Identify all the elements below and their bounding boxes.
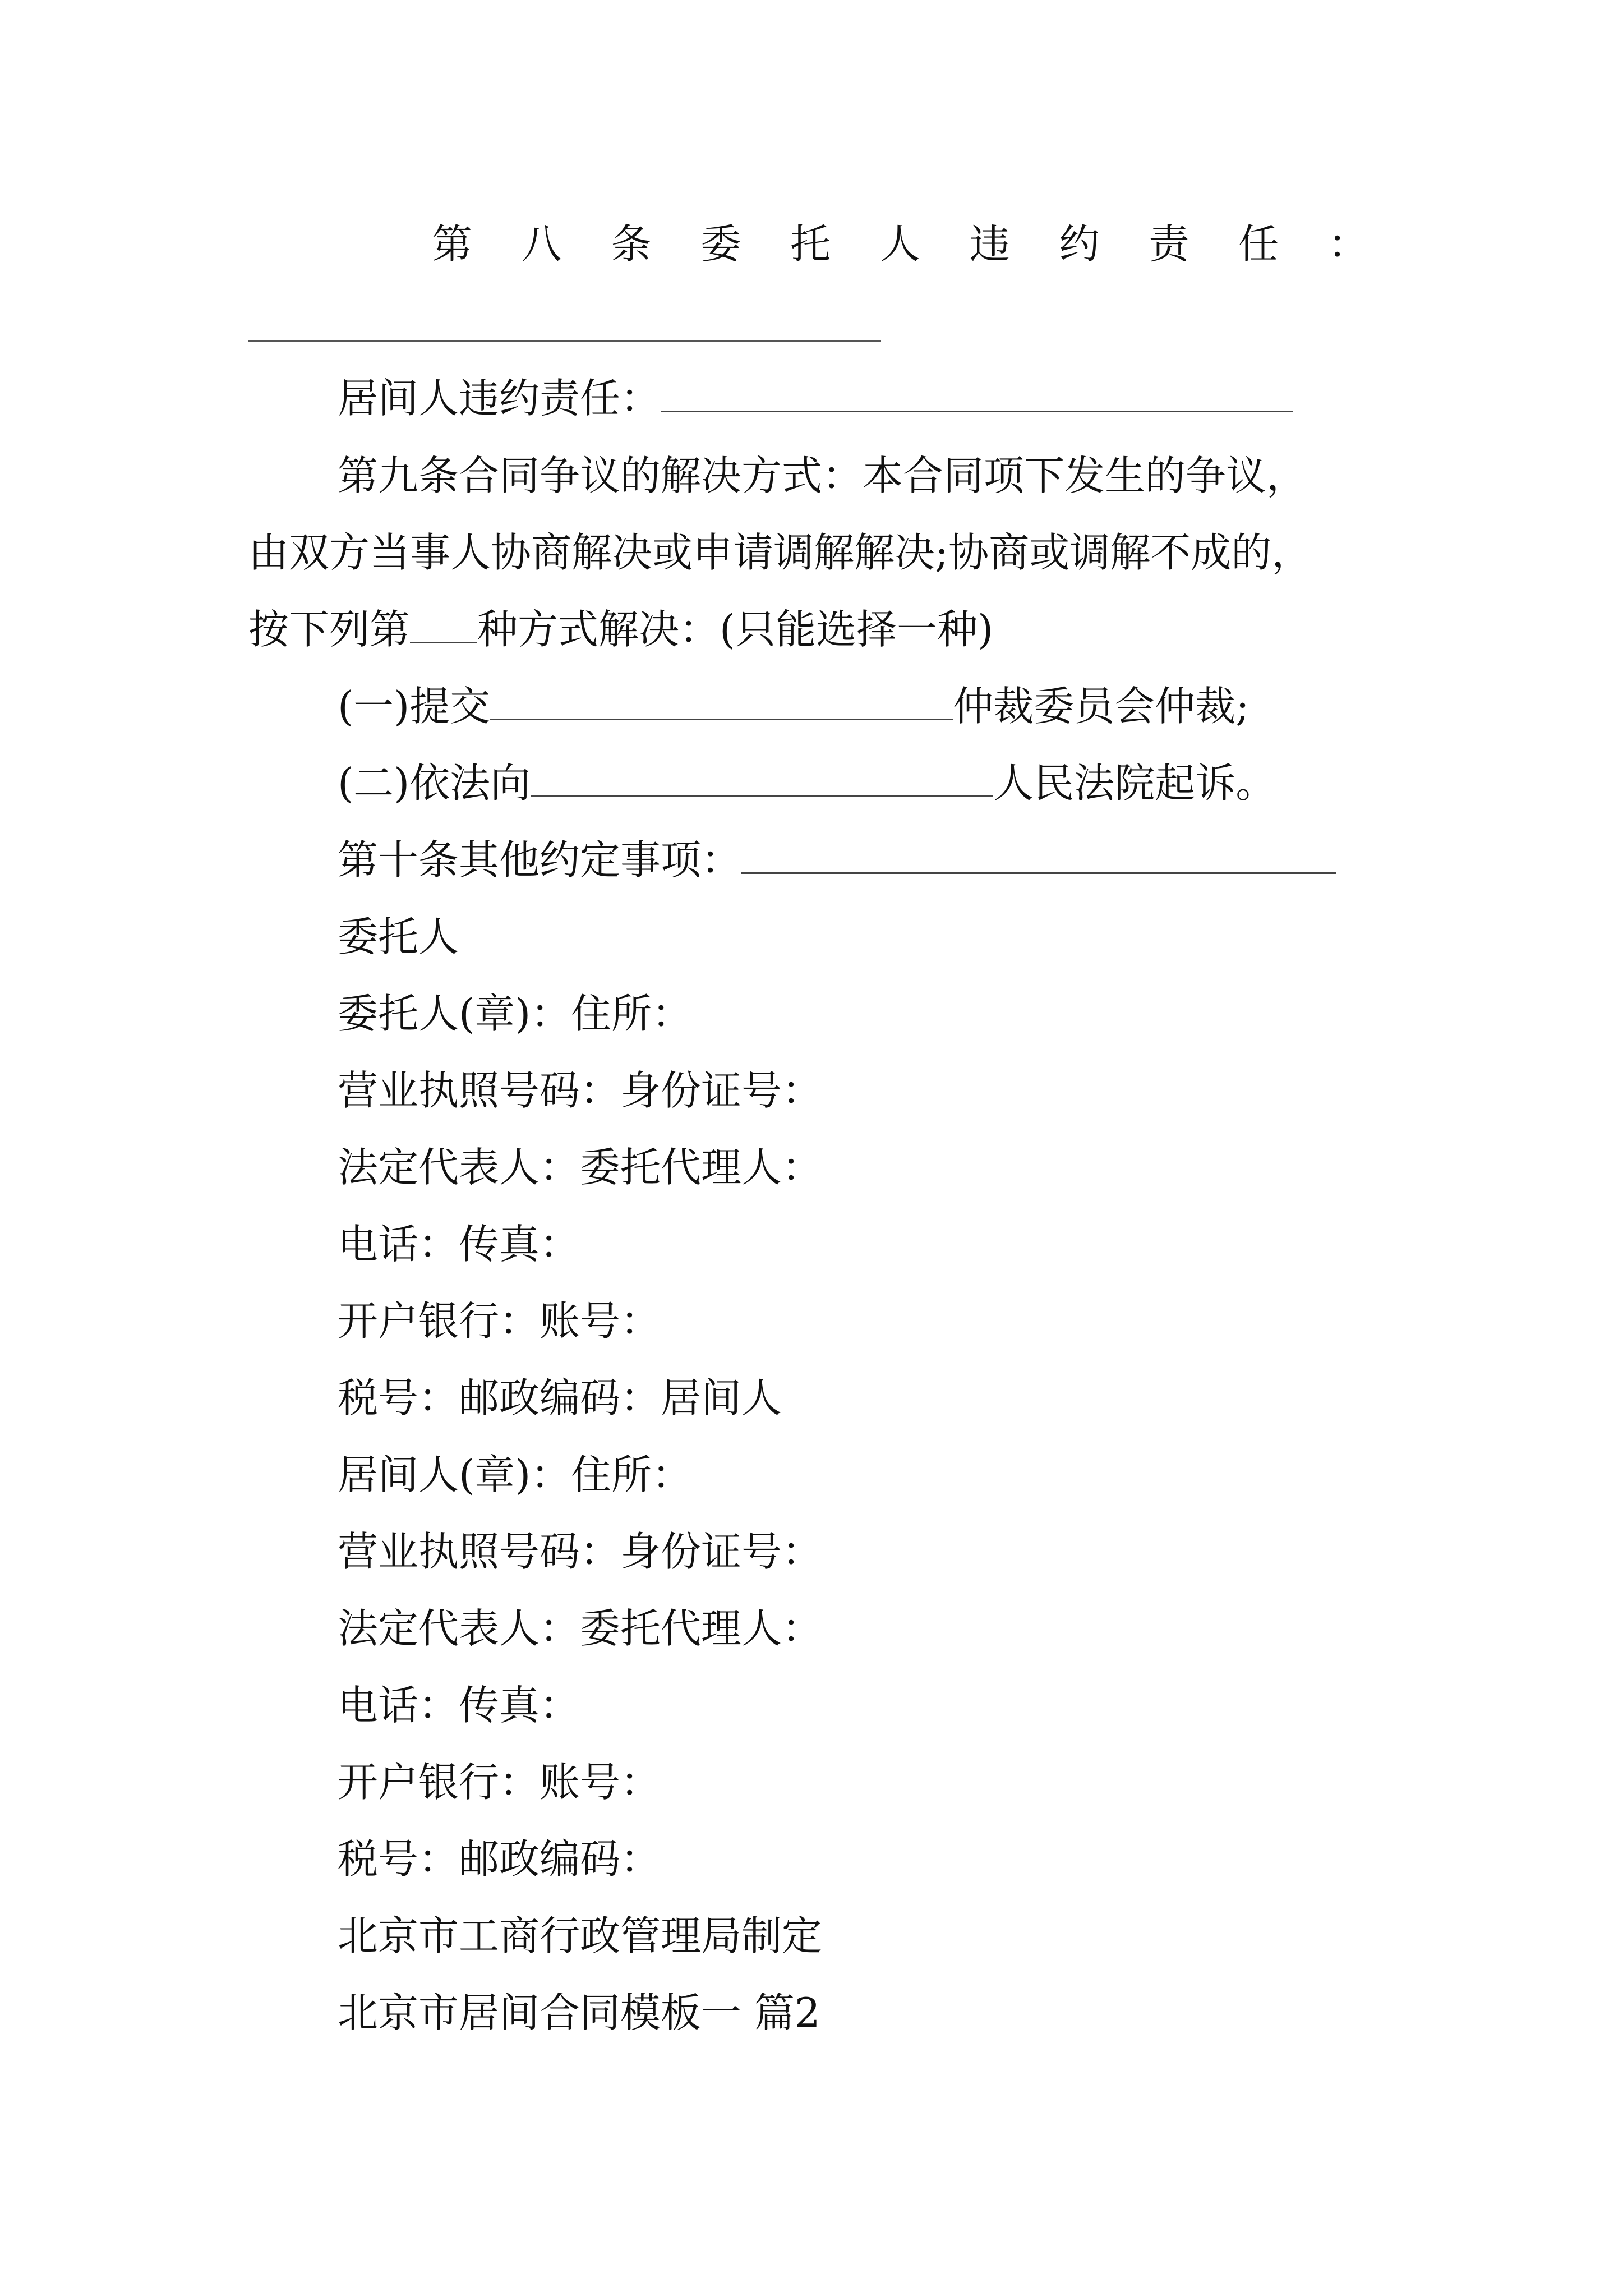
method-number-blank — [410, 601, 477, 643]
mediator-license-line: 营业执照号码：身份证号： — [338, 1528, 823, 1575]
next-section-title: 北京市居间合同模板一 篇2 — [338, 1989, 820, 2036]
mediator-breach-label: 居间人违约责任： — [338, 375, 661, 422]
principal-phone-line: 电话：传真： — [338, 1221, 580, 1268]
article8-char: 责 — [1149, 220, 1189, 268]
article8-char: 人 — [879, 220, 920, 268]
principal-tax-line: 税号：邮政编码：居间人 — [338, 1374, 782, 1421]
article8-char: 八 — [521, 220, 562, 268]
other-matters-blank — [741, 832, 1336, 874]
article10-line — [338, 832, 1336, 888]
article8-char: 条 — [611, 220, 652, 268]
article10-label: 第十条其他约定事项： — [338, 836, 742, 884]
mediator-breach-line — [338, 370, 1293, 426]
mediator-tax-line: 税号：邮政编码： — [338, 1835, 661, 1883]
option2-prefix: (二)依法向 — [338, 760, 531, 807]
option1-prefix: (一)提交 — [338, 683, 491, 730]
principal-bank-line: 开户银行：账号： — [338, 1297, 661, 1345]
article9-line-2: 由双方当事人协商解决或申请调解解决;协商或调解不成的， — [248, 529, 1312, 576]
article8-char: 第 — [432, 220, 473, 268]
principal-rep-line: 法定代表人：委托代理人： — [338, 1144, 823, 1191]
principal-license-line: 营业执照号码：身份证号： — [338, 1067, 823, 1114]
article9-line-3 — [248, 601, 993, 657]
article8-fill-blank — [248, 340, 881, 342]
mediator-rep-line: 法定代表人：委托代理人： — [338, 1605, 823, 1652]
option-1-line — [338, 678, 1249, 734]
issuer-line: 北京市工商行政管理局制定 — [338, 1912, 823, 1959]
option-2-line — [338, 755, 1276, 811]
option1-suffix: 仲裁委员会仲裁; — [953, 683, 1249, 730]
mediator-breach-blank — [661, 370, 1293, 412]
option2-suffix: 人民法院起诉。 — [993, 760, 1276, 807]
article8-char: 委 — [700, 220, 741, 268]
mediator-seal-line: 居间人(章)：住所： — [338, 1451, 693, 1498]
article8-char: ： — [1327, 220, 1368, 268]
article8-char: 任 — [1238, 220, 1279, 268]
article9-line3-prefix: 按下列第 — [248, 606, 411, 653]
mediator-bank-line: 开户银行：账号： — [338, 1759, 661, 1806]
mediator-phone-line: 电话：传真： — [338, 1682, 580, 1729]
principal-heading: 委托人 — [338, 913, 459, 960]
principal-seal-line: 委托人(章)：住所： — [338, 990, 693, 1037]
article9-line3-suffix: 种方式解决：(只能选择一种) — [477, 606, 994, 653]
article8-char: 违 — [969, 220, 1010, 268]
article8-char: 约 — [1059, 220, 1100, 268]
arbitration-commission-blank — [490, 678, 953, 720]
article8-heading — [432, 216, 1368, 272]
article9-line-1: 第九条合同争议的解决方式：本合同项下发生的争议， — [338, 452, 1307, 499]
court-name-blank — [531, 755, 993, 797]
article8-char: 托 — [790, 220, 831, 268]
